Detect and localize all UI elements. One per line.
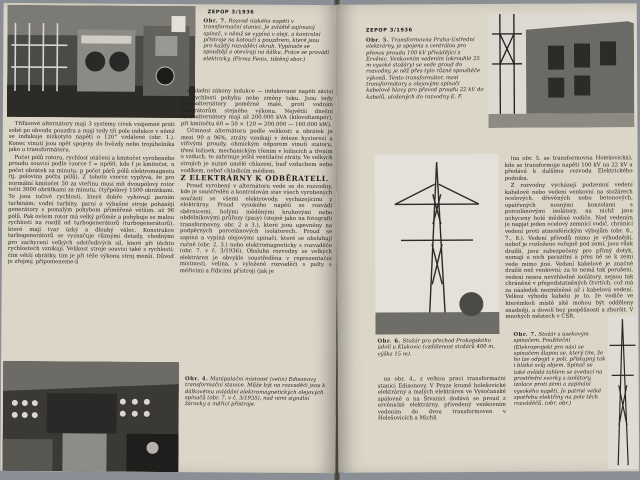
right-column-top bbox=[505, 155, 634, 330]
left-top-caption-text: Rozvod nízkého napětí v transformační stanici. Je zvláště zajímavý spínač, v němž se vypíná v oleji, a kontrolní přístroje na kotouči s pouzdrem, které jsou pro každý rozváděcí okruh. Vypínače se spouštějí a otevírají na dálku. Práce se provádí elektricky. (Firma Fenix, tištěný sbor.) bbox=[203, 18, 330, 63]
substation-photo-image bbox=[488, 13, 635, 128]
section-heading: Z ELEKTRÁRNY K ODBĚRATELI. bbox=[180, 173, 329, 184]
left-folio: ZEPOP 3/1936 bbox=[207, 9, 255, 16]
right-top-caption-text: Transformovna Praha-Ústřední elektrárny, je spojena s centrálou pro přenos proudu 100 kV přívádějící z Ervěnic. Venkovním vedením (okrouhlé 25 m vysoké stožáry) se vede proud do rozvodny, je něž přes tyto různé spouštěče výkonů. Tento transformátor, mezi transformátory a olejovými spínači kabelové hlavy pro převod proudu 22 kV do kabelů, uložených do rozvodny E. F. bbox=[365, 37, 484, 101]
pylon-caption-label: Obr. 6. bbox=[377, 338, 401, 345]
control-room-photo-image bbox=[2, 361, 179, 472]
left-col1-para-1: Třífázové alternátory mají 3 systémy cívek vzájemně proti sobě po obvodu pouzdra a mají tedy tři pole indukce v němž se indukuje nízkotyto napětí o 120° vzdálené (obr. 1.). Konec vinutí jsou opět spojeny do hvězdy nebo trojúhelníka jako u transformátoru. bbox=[8, 120, 175, 154]
right-top-caption bbox=[366, 37, 485, 148]
left-bottom-caption-text: Manipulační místnost (velín) Edisonovy transformační stanice. Může být na rozvaděči jsou k dálkovému ovládání elektromagnetických olejových spínačů (obr. 7. v č. 3/1935), nad nimi signální žárovky a měřicí přístroje. bbox=[184, 376, 326, 408]
left-col1-para-2: Počet pólů rotoru, rychlost otáčení a kmitočet vyrobeného proudu souvisí podle vzorce f = np/60, kde f je kmitočet, n počet obrátek za minutu, p počet párů pólů elektromagnetu (tj. polovina počtu pólů). Z tohoto vzorce vyplývá, že pro normální kmitočet 50 za vteřinu musí mít dvoupólový rotor točit 3000 obrátkami za minutu, čtyřpólový 1500 obrátkami. To jsou točivé rychlosti, které dobře vyhovují parním turbínám; vodní turbíny, parní a výbušné stroje pohánějí generátory s pomalým pohybem přiměřeně větším, až 96 pólů. Pak ovšem rotor má velký průměr a pohybuje se malou rychlostí na rozdíl od turbogenerátorů (turbogenerátorů), které mají tvar úzký a dlouhý válec. Konstrukce turbogenerátorů se vyznačuje různými detaily, vhodnými pro zachycení velkých odstředivých sil, které při těchto rychlostech vznikají. Velikost stroje souvisí také s rychlostí; čím větší obrátky, tím je při téže výkonu stroj menší. Důvod je zřejmý, připomeneme-li bbox=[7, 154, 175, 266]
switchgear-photo-image bbox=[7, 5, 196, 118]
right-page bbox=[336, 3, 639, 473]
right-col-bottom-para-1: na obr. 4., z velkou prací transformační stanici Edisonovy. V Praze kromě holešovické elektrárny a malých elektráren ve Vysočanské spalovně a na Štvanici dodává se proud z ervěnické elektrárny, přivedený venkovním vedením do dvou transformoven v Holešovicích a Michli bbox=[377, 375, 506, 422]
left-top-caption-label: Obr. 7. bbox=[203, 18, 227, 25]
pylon-caption-text: Stožár pro přechod Prokopského údolí u Klukovic (vzdálenost stožárů 400 m, výška 15 m). bbox=[377, 337, 496, 358]
pylon-photo-image bbox=[375, 154, 500, 335]
right-bottom-caption-label: Obr. 7. bbox=[513, 331, 537, 338]
left-col2-para-2: Účinnost alternátoru podle velikosti a obrátek je mezi 90 a 96%, ztráty vznikají v železe hysterezí a vířivými proudy, ohmickým odporem vinutí statoru, tření ložisek, mechanickým třením v ložiscích a třením o vzduch, to zahrnuje ještě ventilační ztráty. Ve velkých strojích je nutné umělé chlazení, buď vzduchem nebo vodíkem, neboť chladicím médiem. bbox=[180, 128, 333, 175]
right-folio: ZEPOP 3/1936 bbox=[365, 27, 413, 34]
right-bottom-caption bbox=[513, 331, 606, 467]
left-bottom-caption bbox=[184, 376, 331, 467]
switch-pylon-photo-image bbox=[607, 315, 638, 469]
left-page bbox=[0, 3, 338, 473]
left-col2-para-1: základní zákony indukce — indukované napětí závisí na rychlosti pohybu nebo změny toku. Jsou tedy turboalternátory poměrně malé, proti vodním generátorům stejného výkonu. Největší dnešní turboalternátory mají až 200.000 kVA (kilovoltampér), při kmitočtu 60 = 50 × 120 = 200.000 — 160.000 kW). bbox=[180, 88, 334, 128]
left-bottom-caption-label: Obr. 4. bbox=[184, 376, 209, 383]
pylon-photo bbox=[375, 154, 500, 335]
switchgear-photo bbox=[7, 5, 196, 118]
right-bottom-caption-text: Stožár s úsekovým spínačem. Použiteční (Elekroprojekt pro nás) se spínačem šlapou se, který tím, že ho lze odpojit v poli, přístupný tak i blízké svůj objem. Spínač se také ovládá tahlem se zvedací na prostřední svorky s izolátory, izolace proti zemi a zapínání vysokého napětí. Je patrné velké spotřebu elektřiny na pole těch rozváděčů. (obr. obr.) bbox=[513, 331, 606, 408]
left-top-caption bbox=[203, 18, 329, 85]
switch-pylon-photo bbox=[607, 315, 638, 469]
right-column-bottom bbox=[378, 376, 506, 469]
control-room-photo bbox=[2, 361, 179, 472]
right-col-para-1: (na obr. 5. se transformovna Holešovická), kde se transformuje napětí 100 kV na 22 kV a předává k dalšímu rozvodu Elektrického podniku. bbox=[504, 155, 633, 182]
right-col-para-2: Z rozvodny vycházejí podzemní vedení kabelové nebo vedení venkovní na stožárech ocelových, dřevěných nebo betonových, opatřených nosnými konzolami s porcelánovými isolátory, na nichž jsou uchyceny holé měděné vodiče. Nad vedením je napjat jeden ocelový zemnící vodič, chránící vedení proti atmosférickým výbojům (obr. 6., 7., 8.). Vedení přívodů mimo je výhodnější, neboť je rozloženo veřejně pod zemí, jsou však dražší, jsou zabezpečeny pro přímý dotyk, nemají u nich parazitní a přes ně se k zemi vede mimo jiné. Vedení kabelové je značně dražší než venkovní; za to nemá tak porušení, vedení nesou nevzhledné isolátory, nejsou tak chráněné v přepodstatněných čtvrtích, což má za následek nezměněné až i kabelová vedení. Velkou výhodu kabelu je to, že vodiče ve kterémkoli místě sítě mohou být odděleny snadněji, a dovolí bez pospěšnosti a zhoršit. V mnohých městech v ČSR. bbox=[504, 182, 634, 321]
right-top-caption-tail bbox=[488, 129, 634, 156]
left-column-2 bbox=[179, 88, 333, 371]
left-column-1 bbox=[7, 121, 175, 360]
left-col2b-para-1: Proud vyrobený v alternátoru vede se do rozvodny, kde je soustředěn a kontrolován stav všech vyrobených součástí se všemi elektrovody, vycházejícími z elektrárny. Proud vysokého napětí se rozvádí sběrnicemi, holými měděnými kruhovými nebo obdélníkovými průřezy (pasy) (stejně jako na fotografii transformovny, obr. 2 a 3.), které jsou upevněny na podpěrných porcelánových isolátorech. Proud se zapíná a vypíná olejovými spínači, které se obsluhují ručně (obr. 2, 3.) nebo elektromagneticky s rozvaděče (obr. 7. v č. 3/1936). Obsluha rozvodny se velkých elektráren je obvykle soustředěna v reprezentační místnosti, velína, s vyloženě rozvaděči s pulty s měřicími a řídicími přístroji (jak je bbox=[179, 182, 333, 275]
substation-photo bbox=[488, 13, 635, 128]
right-top-caption-label: Obr. 5. bbox=[365, 37, 390, 44]
pylon-caption bbox=[378, 338, 502, 373]
